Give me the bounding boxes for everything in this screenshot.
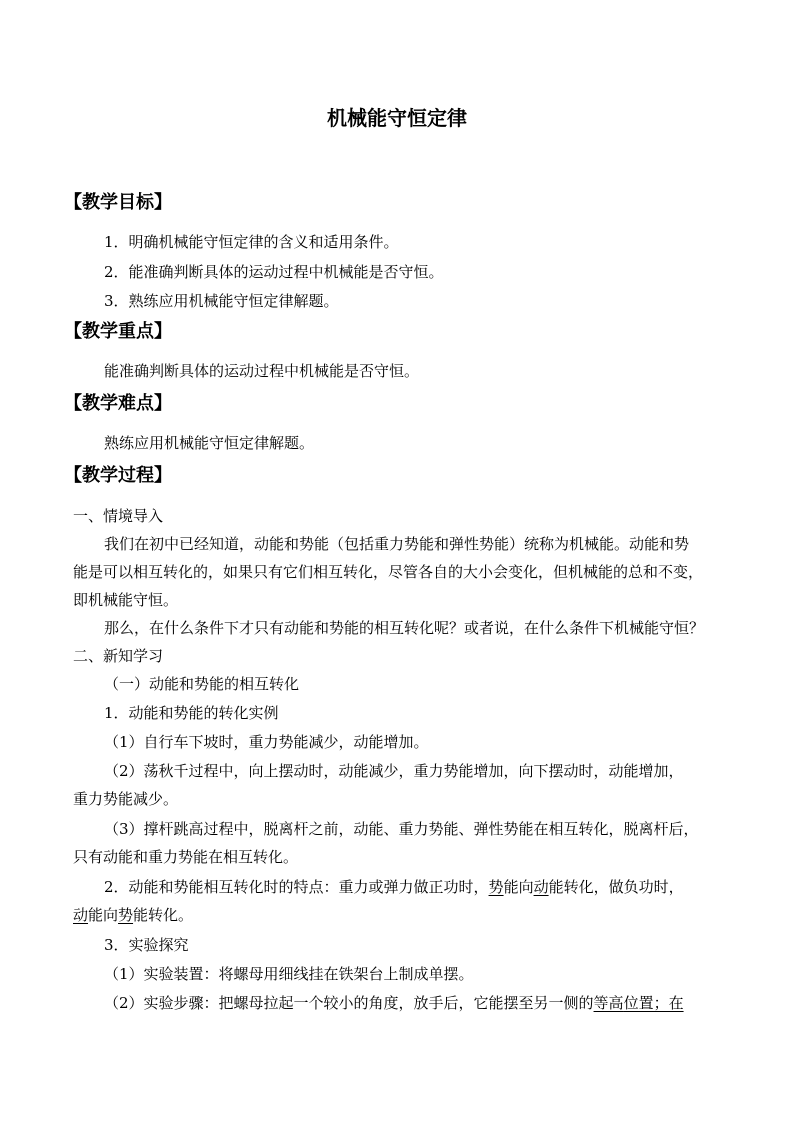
heading-key-points: 【教学重点】 bbox=[64, 321, 172, 342]
goal-item-3: 3．熟练应用机械能守恒定律解题。 bbox=[104, 292, 339, 310]
subsection-1-title: （一）动能和势能的相互转化 bbox=[104, 675, 300, 693]
example-3-line-1: （3）撑杆跳高过程中，脱离杆之前，动能、重力势能、弹性势能在相互转化，脱离杆后， bbox=[104, 820, 699, 838]
item-2-text: 2．动能和势能相互转化时的特点：重力或弹力做正功时， bbox=[104, 878, 489, 896]
section-1-para-1-line-3: 即机械能守恒。 bbox=[73, 591, 179, 609]
experiment-steps bbox=[104, 992, 684, 1014]
heading-difficulty: 【教学难点】 bbox=[64, 393, 172, 414]
example-2-line-2: 重力势能减少。 bbox=[73, 790, 179, 808]
difficulty-text: 熟练应用机械能守恒定律解题。 bbox=[104, 434, 315, 452]
item-2-text: 能转化，做负功时， bbox=[548, 878, 684, 896]
item-2-text: 能转化。 bbox=[133, 906, 194, 924]
item-2-line-1 bbox=[104, 876, 684, 898]
section-1-para-2: 那么，在什么条件下才只有动能和势能的相互转化呢？或者说，在什么条件下机械能守恒？ bbox=[104, 619, 705, 637]
section-2-title: 二、新知学习 bbox=[73, 647, 164, 665]
item-2-text: 能向 bbox=[88, 906, 119, 924]
underlined-word: 位置；在 bbox=[623, 994, 684, 1012]
item-2-text: 能向 bbox=[503, 878, 534, 896]
goal-item-2: 2．能准确判断具体的运动过程中机械能是否守恒。 bbox=[104, 263, 444, 281]
section-1-para-1-line-1: 我们在初中已经知道，动能和势能（包括重力势能和弹性势能）统称为机械能。动能和势 bbox=[104, 535, 690, 553]
section-1-title: 一、情境导入 bbox=[73, 507, 164, 525]
heading-teaching-process: 【教学过程】 bbox=[64, 465, 172, 486]
page-title: 机械能守恒定律 bbox=[327, 106, 467, 130]
section-1-para-1-line-2: 能是可以相互转化的，如果只有它们相互转化，尽管各自的大小会变化，但机械能的总和不变， bbox=[73, 563, 704, 581]
item-3-title: 3．实验探究 bbox=[104, 936, 189, 954]
underlined-word: 势 bbox=[488, 878, 504, 896]
underlined-word: 等高 bbox=[593, 994, 624, 1012]
key-point-text: 能准确判断具体的运动过程中机械能是否守恒。 bbox=[104, 362, 420, 380]
item-1-title: 1．动能和势能的转化实例 bbox=[104, 704, 279, 722]
example-3-line-2: 只有动能和重力势能在相互转化。 bbox=[73, 848, 299, 866]
experiment-setup: （1）实验装置：将螺母用细线挂在铁架台上制成单摆。 bbox=[104, 965, 474, 983]
heading-teaching-goals: 【教学目标】 bbox=[64, 192, 172, 213]
example-1: （1）自行车下坡时，重力势能减少，动能增加。 bbox=[104, 733, 429, 751]
underlined-word: 势 bbox=[118, 906, 134, 924]
goal-item-1: 1．明确机械能守恒定律的含义和适用条件。 bbox=[104, 233, 399, 251]
experiment-steps-text: （2）实验步骤：把螺母拉起一个较小的角度，放手后，它能摆至另一侧的 bbox=[104, 994, 594, 1012]
underlined-word: 动 bbox=[73, 906, 89, 924]
item-2-line-2 bbox=[73, 904, 193, 926]
underlined-word: 动 bbox=[533, 878, 549, 896]
example-2-line-1: （2）荡秋千过程中，向上摆动时，动能减少，重力势能增加，向下摆动时，动能增加， bbox=[104, 762, 684, 780]
